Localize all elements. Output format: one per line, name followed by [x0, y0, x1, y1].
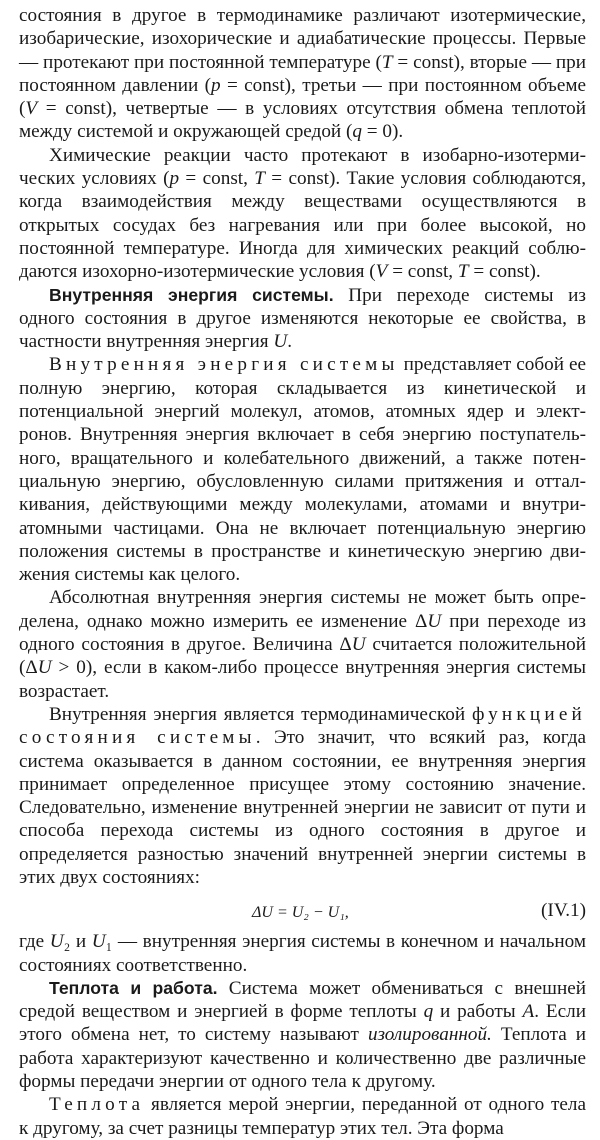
text-run: = const, — [387, 261, 458, 283]
italic-symbol: U — [49, 931, 64, 953]
italic-symbol: q — [352, 121, 362, 143]
paragraph-p7 — [19, 930, 586, 977]
section-heading: Теплота и работа. — [49, 977, 218, 998]
emphasized-term: Теплота — [49, 1094, 145, 1116]
italic-symbol: U — [273, 331, 288, 353]
text-section-lower — [19, 930, 586, 1140]
text-run: = const). Такие условия соблюдаются, когда взаимодействия между веществами осуществляются в открытых сосудах без нагревания или при более высокой, но постоянной температуре. Иногда для химических реакций соблюдаются изохорно-изотермические условия ( — [19, 168, 586, 283]
text-run: где — [19, 931, 50, 953]
italic-symbol: U — [427, 610, 442, 632]
paragraph-p3 — [19, 284, 586, 354]
italic-symbol: изолированной. — [367, 1024, 492, 1046]
text-run: При переходе системы из одного состояния в другое изменяются некоторые ее свойства, в частности внутренняя энергия — [19, 284, 586, 353]
text-run: Система может обмениваться с внешней средой веществом и энергией в форме теплоты — [19, 977, 586, 1023]
equation-number: (IV.1) — [541, 900, 586, 922]
paragraph-p5 — [19, 586, 586, 702]
text-run: . — [287, 331, 293, 353]
text-run: Внутренняя энергия является термодинамической — [49, 703, 472, 725]
text-run: ₁ — внутренняя энергия системы в конечном и начальном состояниях соответственно. — [19, 931, 586, 976]
italic-symbol: V — [25, 98, 38, 120]
text-run: = const), четвертые — в условиях отсутствия обмена теплотой между системой и окружающей средой ( — [19, 98, 586, 143]
italic-symbol: U — [351, 634, 366, 656]
text-run: > 0), если в каком-либо процессе внутренняя энергия системы возрастает. — [19, 657, 586, 702]
text-run: = const), вторые — при постоянном давлении ( — [19, 51, 587, 96]
italic-symbol: U — [37, 657, 52, 679]
italic-symbol: q — [423, 1001, 434, 1023]
paragraph-p4 — [19, 353, 586, 586]
italic-symbol: p — [169, 168, 180, 190]
emphasized-term: функцией состояния системы — [19, 703, 586, 749]
paragraph-p1 — [19, 4, 586, 144]
paragraph-p9 — [19, 1093, 586, 1140]
text-run: представляет собой ее полную энергию, которая складывается из кинетической и потенциальной энергий молекул, атомов, атомных ядер и электронов. Внутренняя энергия включает в себя энергию поступательного, вращательного и колебательного движений, а также потенциальную энергию, обусловленную силами притяжения и отталкивания, действующими между молекулами, атомами и внутриатомными частицами. Она не включает потенциальную энергию положения системы в пространстве и кинетическую энергию движения системы как целого. — [19, 354, 586, 586]
text-run: Химические реакции часто протекают в изобарно-изотермических условиях ( — [19, 144, 586, 190]
text-run: является мерой энергии, переданной от одного тела к другому, за счет разницы температур этих тел. Эта форма — [19, 1094, 586, 1139]
text-run: Абсолютная внутренняя энергия системы не может быть определена, однако можно измерить ее изменение Δ — [19, 587, 586, 632]
text-run: . Если этого обмена нет, то систему называют — [19, 1001, 586, 1046]
text-run: считается положительной (Δ — [19, 634, 586, 679]
paragraph-p8 — [19, 977, 586, 1093]
paragraph-p6 — [19, 703, 586, 889]
emphasized-term: Внутренняя энергия системы — [49, 354, 399, 376]
italic-symbol: T — [381, 51, 393, 73]
text-run: Теплота и работа характеризуют качественно и количественно две различные формы передачи энергии от одного тела к другому. — [19, 1024, 587, 1093]
text-section-upper — [19, 4, 586, 889]
text-run: . Это значит, что всякий раз, когда система оказывается в данном состоянии, ее внутренняя энергия принимает определенное присущее этому состоянию значение. Следовательно, изменение внутренней энергии не зависит от пути и способа перехода системы из одного состояния в другое и определяется разностью значений внутренней энергии системы в этих двух состояниях: — [19, 727, 586, 888]
italic-symbol: T — [254, 168, 265, 190]
text-run: состояния в другое в термодинамике различают изотермические, изобарические, изохорические и адиабатические процессы. Первые — протекают при постоянной температуре ( — [19, 5, 586, 73]
italic-symbol: U — [91, 931, 106, 953]
paragraph-p2 — [19, 144, 586, 284]
equation-formula: ΔU = U₂ − U₁, — [252, 904, 349, 922]
italic-symbol: p — [211, 74, 221, 96]
italic-symbol: A — [522, 1001, 535, 1023]
italic-symbol: V — [375, 261, 388, 283]
equation-iv-1 — [19, 893, 586, 930]
text-run: = const), третьи — при постоянном объеме ( — [19, 74, 586, 120]
text-run: ₂ и — [63, 931, 92, 953]
section-heading: Внутренняя энергия системы. — [49, 284, 334, 305]
text-run: при переходе из одного состояния в другое. Величина Δ — [19, 610, 586, 656]
text-run: = 0). — [361, 121, 404, 143]
text-run: = const, — [179, 168, 255, 190]
italic-symbol: T — [457, 261, 469, 283]
text-run: = const). — [468, 261, 541, 283]
text-run: и работы — [433, 1001, 523, 1023]
